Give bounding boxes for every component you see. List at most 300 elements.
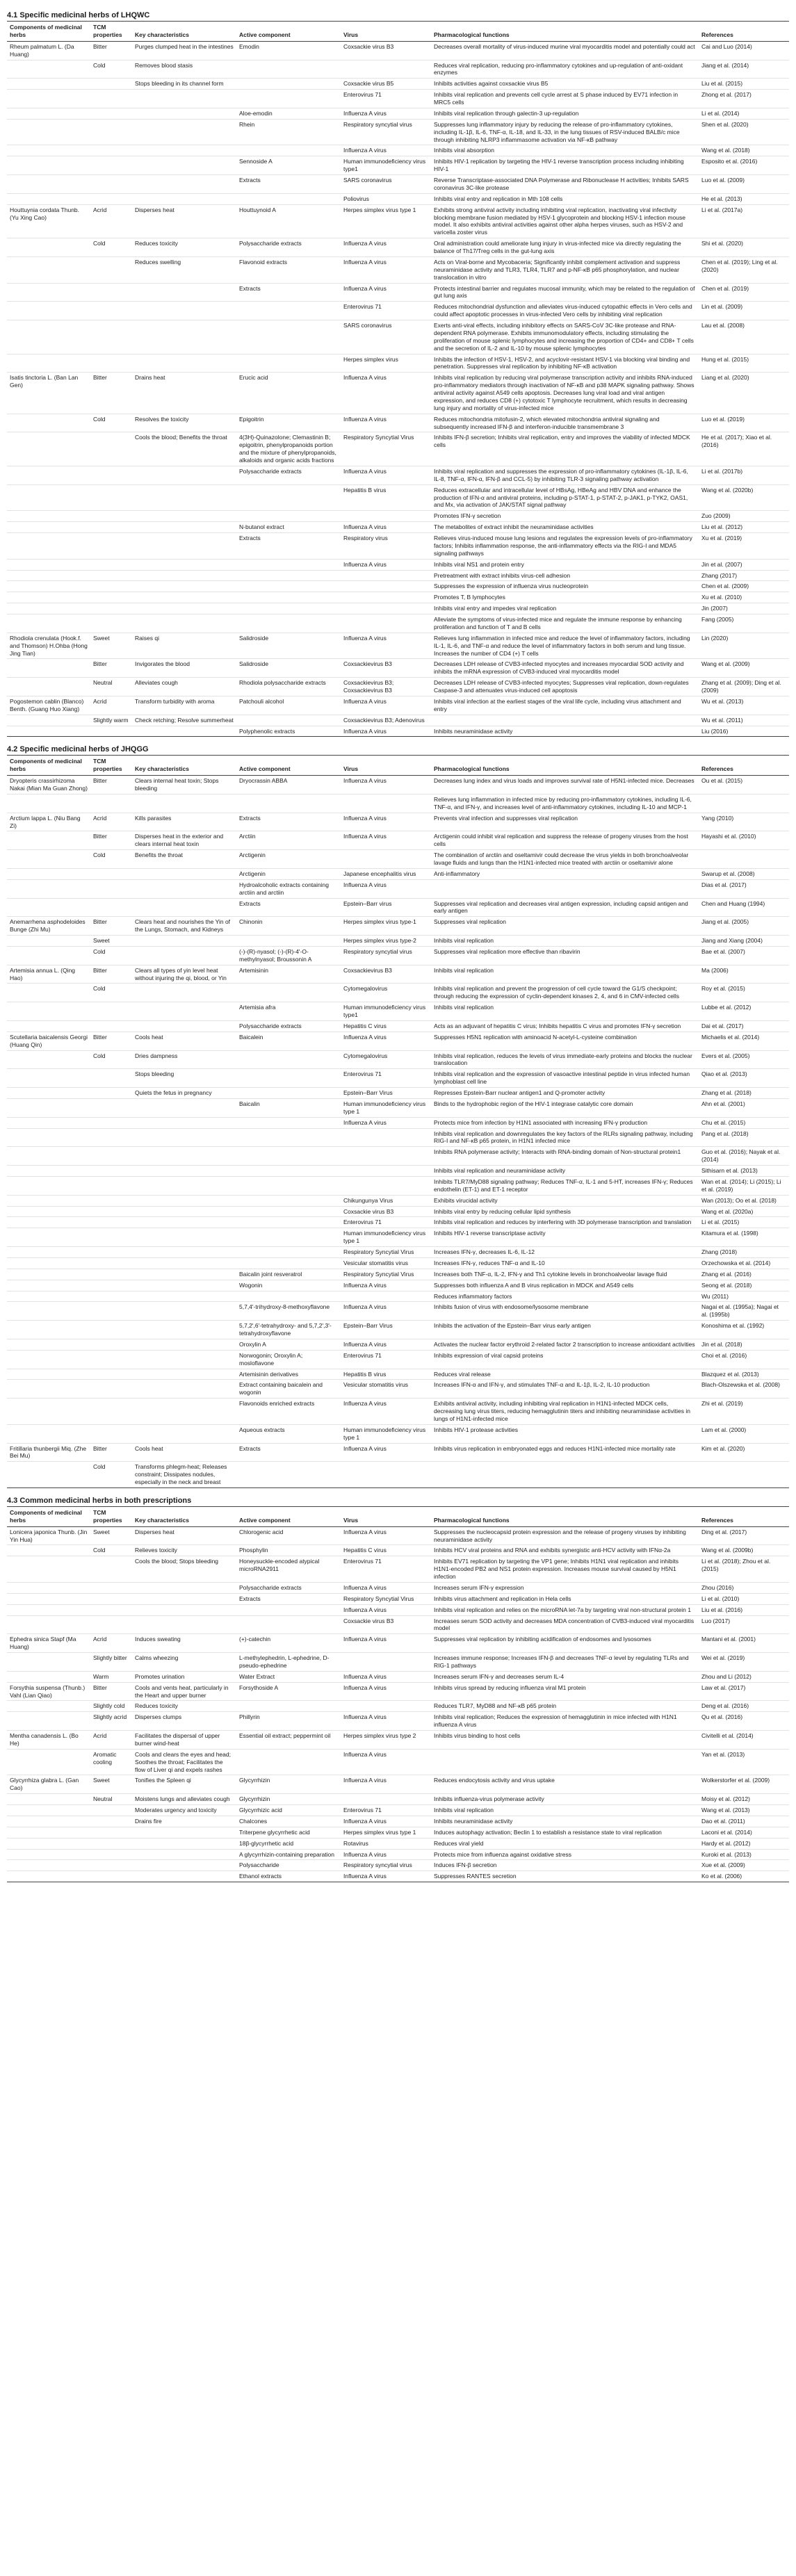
table-cell: 5,7,2',6'-tetrahydroxy- and 5,7,2',3'-tetrahydroxyflavone (236, 1321, 341, 1339)
table-cell: Reverse Transcriptase-associated DNA Polymerase and Ribonuclease H activities; Inhibits SARS coronavirus 3C-like protease (431, 175, 699, 194)
table-cell: Shen et al. (2020) (699, 119, 789, 145)
table-cell (90, 511, 132, 522)
table-cell (132, 522, 236, 533)
table-cell: Wan et al. (2014); Li (2015); Li et al. (2019) (699, 1176, 789, 1195)
table-cell (132, 320, 236, 354)
table-cell (7, 1166, 90, 1177)
table-row (7, 1291, 789, 1302)
column-header: Active component (236, 756, 341, 776)
table-cell: Arctigenin could inhibit viral replication and suppress the release of progeny viruses from the host cells (431, 831, 699, 850)
table-cell (7, 678, 90, 696)
table-cell: Cools heat (132, 1443, 236, 1462)
table-cell (132, 614, 236, 633)
table-cell: Flavonoid extracts (236, 256, 341, 283)
table-cell: Honeysuckle-encoded atypical microRNA2911 (236, 1556, 341, 1583)
table-cell (341, 511, 431, 522)
table-cell (132, 1176, 236, 1195)
table-cell: Represses Epstein-Barr nuclear antigen1 and Q-promoter activity (431, 1088, 699, 1099)
section-title: 4.2 Specific medicinal herbs of JHQGG (7, 745, 149, 754)
column-header: Components of medicinal herbs (7, 22, 90, 42)
table-cell: Luo (2017) (699, 1615, 789, 1634)
table-cell (132, 193, 236, 204)
table-cell (7, 1257, 90, 1269)
table-cell (236, 1228, 341, 1247)
table-cell (7, 1545, 90, 1556)
table-cell (7, 533, 90, 560)
table-cell: Coxsackievirus B3 (341, 965, 431, 984)
table-cell (7, 592, 90, 603)
table-cell: Kitamura et al. (1998) (699, 1228, 789, 1247)
table-cell: Respiratory syncytial virus (341, 946, 431, 965)
table-cell: Influenza A virus (341, 831, 431, 850)
table-cell (90, 156, 132, 175)
table-cell: Dai et al. (2017) (699, 1020, 789, 1032)
table-row (7, 283, 789, 302)
table-cell: Liu (2016) (699, 726, 789, 737)
table-row (7, 1050, 789, 1069)
table-cell: Inhibits HCV viral proteins and RNA and exhibits synergistic anti-HCV activity with IFNα-2a (431, 1545, 699, 1556)
table-cell: Extracts (236, 533, 341, 560)
table-row (7, 1827, 789, 1838)
table-cell (132, 108, 236, 119)
herb-table (7, 1506, 789, 1882)
table-cell (90, 1827, 132, 1838)
table-cell: 18β-glycyrrhetic acid (236, 1838, 341, 1849)
table-cell: Bitter (90, 1443, 132, 1462)
table-cell: Disperses heat (132, 204, 236, 238)
table-cell: Qu et al. (2016) (699, 1712, 789, 1731)
table-cell: Inhibits viral replication and downregulates the key factors of the RLRs signaling pathway, including RIG-I and NF-κB p65 protein, in H1N1 infected mice (431, 1128, 699, 1147)
table-cell (132, 175, 236, 194)
table-cell (90, 1280, 132, 1291)
table-cell: Oroxylin A (236, 1339, 341, 1350)
table-cell (236, 984, 341, 1002)
table-cell: Jin et al. (2018) (699, 1339, 789, 1350)
table-cell: Sweet (90, 936, 132, 947)
table-cell (90, 1424, 132, 1443)
table-cell: Inhibits viral replication and suppresses the expression of pro-inflammatory cytokines (IL-1β, IL-6, IL-8, TNF-α, IFN-α, IFN-β and CCL-5) by inhibiting TLR-3 signaling pathway activation (431, 466, 699, 484)
table-cell (132, 946, 236, 965)
table-cell: Inhibits HIV-1 protease activities (431, 1424, 699, 1443)
table-cell: Ou et al. (2015) (699, 776, 789, 794)
table-cell: Moderates urgency and toxicity (132, 1805, 236, 1816)
table-header-row (7, 1506, 789, 1526)
table-cell (236, 1217, 341, 1228)
table-cell (7, 1217, 90, 1228)
table-cell: Clears all types of yin level heat without injuring the qi, blood, or Yin (132, 965, 236, 984)
table-cell: Swarup et al. (2008) (699, 868, 789, 879)
table-cell (236, 614, 341, 633)
table-cell (7, 511, 90, 522)
table-cell (431, 1462, 699, 1488)
table-cell: Chinonin (236, 917, 341, 936)
table-cell: Influenza A virus (341, 108, 431, 119)
table-cell: Benefits the throat (132, 850, 236, 869)
table-cell (132, 283, 236, 302)
table-row (7, 1805, 789, 1816)
table-cell (132, 592, 236, 603)
table-cell: Calms wheezing (132, 1653, 236, 1672)
table-cell (341, 1701, 431, 1712)
table-cell (132, 1166, 236, 1177)
table-cell: Jin (2007) (699, 603, 789, 614)
table-row (7, 1032, 789, 1050)
table-cell (7, 1280, 90, 1291)
table-cell: Guo et al. (2016); Nayak et al. (2014) (699, 1147, 789, 1166)
table-cell: Dryocrassin ABBA (236, 776, 341, 794)
table-cell: Sennoside A (236, 156, 341, 175)
table-row (7, 156, 789, 175)
column-header: TCM properties (90, 756, 132, 776)
table-cell (236, 1615, 341, 1634)
table-cell: SARS coronavirus (341, 175, 431, 194)
table-cell: Houttuynoid A (236, 204, 341, 238)
table-cell: Coxsackie virus B3 (341, 1206, 431, 1217)
table-cell: Influenza A virus (341, 1339, 431, 1350)
table-cell (132, 581, 236, 592)
table-cell (90, 79, 132, 90)
table-cell: Decreases lung index and virus loads and improves survival rate of H5N1-infected mice. Decreases (431, 776, 699, 794)
table-cell: Deng et al. (2016) (699, 1701, 789, 1712)
table-cell: Increases IFN-γ, reduces TNF-α and IL-10 (431, 1257, 699, 1269)
table-cell: Xu et al. (2010) (699, 592, 789, 603)
column-header: Virus (341, 756, 431, 776)
table-cell: Wogonin (236, 1280, 341, 1291)
table-cell: Baicalein (236, 1032, 341, 1050)
table-cell: Baicalin joint resveratrol (236, 1269, 341, 1280)
table-cell (90, 1166, 132, 1177)
table-cell (7, 868, 90, 879)
table-cell: Human immunodeficiency virus type 1 (341, 1228, 431, 1247)
table-cell: Rhein (236, 119, 341, 145)
table-cell (132, 1002, 236, 1021)
table-cell: Cold (90, 984, 132, 1002)
table-cell (341, 614, 431, 633)
column-header: Pharmacological functions (431, 22, 699, 42)
table-row (7, 1269, 789, 1280)
table-cell: Luo et al. (2019) (699, 414, 789, 432)
table-row (7, 1849, 789, 1860)
column-header: Pharmacological functions (431, 1506, 699, 1526)
table-cell (7, 60, 90, 79)
table-cell: Herpes simplex virus type-2 (341, 936, 431, 947)
table-cell: Inhibits viral replication and reduces by interfering with 3D polymerase transcription and translation (431, 1217, 699, 1228)
table-cell: Acts on Viral-borne and Mycobaceria; Significantly inhibit complement activation and suppress neuraminidase activity and TLR3, TLR4, TLR7 and p-NF-κB p65 phosphorylation, and nuclear translocation in vitro (431, 256, 699, 283)
table-cell: Chen et al. (2019) (699, 283, 789, 302)
table-cell (132, 559, 236, 570)
table-cell (90, 484, 132, 511)
table-cell (7, 1712, 90, 1731)
table-cell (90, 1350, 132, 1369)
table-row (7, 1280, 789, 1291)
table-cell (7, 1050, 90, 1069)
table-cell: Influenza A virus (341, 726, 431, 737)
table-cell (7, 79, 90, 90)
table-row (7, 868, 789, 879)
table-cell: Phosphylin (236, 1545, 341, 1556)
table-cell: Norwogonin; Oroxylin A; mosloflavone (236, 1350, 341, 1369)
table-cell: Ding et al. (2017) (699, 1526, 789, 1545)
table-cell: Erucic acid (236, 373, 341, 414)
table-cell (236, 581, 341, 592)
table-cell: Suppresses viral replication (431, 917, 699, 936)
table-cell: Oral administration could ameliorate lung injury in virus-infected mice via directly regulating the balance of Th17/Treg cells in the gut-lung axis (431, 238, 699, 257)
table-cell: Increases both TNF-α, IL-2, IFN-γ and Th1 cytokine levels in bronchoalveolar lavage fluid (431, 1269, 699, 1280)
table-cell: Inhibits viral replication and relies on the microRNA let-7a by targeting viral non-structural protein 1 (431, 1604, 699, 1615)
table-cell: Influenza A virus (341, 1775, 431, 1794)
table-cell (7, 614, 90, 633)
table-row (7, 659, 789, 678)
table-cell (90, 1380, 132, 1399)
table-cell (7, 414, 90, 432)
table-cell: The combination of arctiin and oseltamivir could decrease the virus yields in both bronchoalveolar lavage fluids and lungs than the H1N1-infected mice treated with arctiin or oseltamivir alone (431, 850, 699, 869)
table-cell: Kuroki et al. (2013) (699, 1849, 789, 1860)
table-cell: Suppresses lung inflammatory injury by reducing the release of pro-inflammatory cytokines, including IL-1β, IL-6, TNF-α, IL-18, and IL-33, in the lung tissues of RSV-induced BALB/c mice through inhibiting NLRP3 inflammasome activation via NF-κB pathway (431, 119, 699, 145)
table-cell: Hayashi et al. (2010) (699, 831, 789, 850)
table-cell: Laconi et al. (2014) (699, 1827, 789, 1838)
table-cell (236, 1247, 341, 1258)
table-cell: Zuo (2009) (699, 511, 789, 522)
table-cell: Slightly bitter (90, 1653, 132, 1672)
table-cell (90, 1582, 132, 1593)
table-header-row (7, 756, 789, 776)
table-cell: He et al. (2017); Xiao et al. (2016) (699, 432, 789, 466)
table-cell (341, 1653, 431, 1672)
section-title: 4.1 Specific medicinal herbs of LHQWC (7, 11, 150, 19)
table-cell (7, 484, 90, 511)
table-cell: Coxsackie virus B5 (341, 79, 431, 90)
table-cell: Herpes simplex virus type 2 (341, 1731, 431, 1750)
table-cell (7, 1816, 90, 1827)
table-cell (132, 1604, 236, 1615)
table-cell: Moisy et al. (2012) (699, 1794, 789, 1805)
table-cell: Influenza A virus (341, 1634, 431, 1653)
table-cell: Inhibits viral replication and prevents cell cycle arrest at S phase induced by EV71 infection in MRC5 cells (431, 90, 699, 108)
table-cell (7, 1321, 90, 1339)
table-cell (341, 850, 431, 869)
table-cell (90, 1128, 132, 1147)
table-cell: Chen et al. (2019); Ling et al. (2020) (699, 256, 789, 283)
table-cell: Blach-Olszewska et al. (2008) (699, 1380, 789, 1399)
table-cell: Arctium lappa L. (Niu Bang Zi) (7, 813, 90, 831)
table-cell: Bitter (90, 917, 132, 936)
table-cell: Jiang et al. (2014) (699, 60, 789, 79)
table-cell: Inhibits virus replication in embryonated eggs and reduces H1N1-infected mice mortality rate (431, 1443, 699, 1462)
table-cell: Inhibits virus spread by reducing influenza viral M1 protein (431, 1682, 699, 1701)
table-cell: Extracts (236, 175, 341, 194)
table-cell (7, 1339, 90, 1350)
table-cell (236, 1176, 341, 1195)
table-cell (132, 533, 236, 560)
table-cell: Promotes IFN-γ secretion (431, 511, 699, 522)
table-cell: Civitelli et al. (2014) (699, 1731, 789, 1750)
table-row (7, 373, 789, 414)
table-cell: Reduces viral release (431, 1369, 699, 1380)
table-cell: Inhibits virus attachment and replication in Hela cells (431, 1593, 699, 1604)
table-cell: Herpes simplex virus (341, 354, 431, 373)
table-cell (132, 1117, 236, 1128)
table-cell: Wang et al. (2009) (699, 659, 789, 678)
table-row (7, 238, 789, 257)
table-cell: Prevents viral infection and suppresses viral replication (431, 813, 699, 831)
table-row (7, 511, 789, 522)
table-cell: Influenza A virus (341, 1117, 431, 1128)
table-cell: Forsythoside A (236, 1682, 341, 1701)
table-cell (132, 156, 236, 175)
table-cell: Disperses heat in the exterior and clears internal heat toxin (132, 831, 236, 850)
table-cell (7, 90, 90, 108)
table-cell (341, 570, 431, 581)
table-row (7, 354, 789, 373)
table-cell (132, 1195, 236, 1206)
table-cell: Zhang (2018) (699, 1247, 789, 1258)
table-row (7, 1545, 789, 1556)
table-row (7, 581, 789, 592)
table-cell (132, 1380, 236, 1399)
table-row (7, 1556, 789, 1583)
table-cell: Slightly cold (90, 1701, 132, 1712)
table-cell: Bitter (90, 1682, 132, 1701)
table-cell: Protects intestinal barrier and regulates mucosal immunity, which may be related to the regulation of gut lung axis (431, 283, 699, 302)
table-row (7, 1020, 789, 1032)
table-cell: Transform turbidity with aroma (132, 696, 236, 715)
table-cell (90, 1195, 132, 1206)
table-cell (132, 1399, 236, 1425)
table-cell: Artemisinin derivatives (236, 1369, 341, 1380)
table-cell: Resolves the toxicity (132, 414, 236, 432)
table-cell (90, 533, 132, 560)
table-cell (132, 936, 236, 947)
herb-table (7, 21, 789, 737)
table-cell: Hung et al. (2015) (699, 354, 789, 373)
table-row (7, 633, 789, 659)
table-cell: Cools the blood; Benefits the throat (132, 432, 236, 466)
table-cell: Inhibits viral entry and impedes viral replication (431, 603, 699, 614)
table-cell: Acrid (90, 1634, 132, 1653)
table-cell: Neutral (90, 1794, 132, 1805)
table-cell (90, 145, 132, 156)
table-cell (7, 193, 90, 204)
table-cell: Influenza A virus (341, 1399, 431, 1425)
table-cell (132, 354, 236, 373)
table-cell (7, 1369, 90, 1380)
table-cell: Lam et al. (2000) (699, 1424, 789, 1443)
table-cell: Xu et al. (2019) (699, 533, 789, 560)
table-cell (132, 1615, 236, 1634)
table-row (7, 1604, 789, 1615)
table-cell: Inhibits HIV-1 replication by targeting the HIV-1 reverse transcription process including inhibiting HIV-1 (431, 156, 699, 175)
table-cell: Reduces swelling (132, 256, 236, 283)
table-cell (132, 1424, 236, 1443)
table-cell: Respiratory Syncytial Virus (341, 1247, 431, 1258)
table-cell (132, 984, 236, 1002)
table-cell: N-butanol extract (236, 522, 341, 533)
table-cell (7, 715, 90, 726)
table-row (7, 1339, 789, 1350)
table-cell: Arctigenin (236, 868, 341, 879)
table-row (7, 1098, 789, 1117)
table-row (7, 119, 789, 145)
table-cell (7, 570, 90, 581)
table-cell (7, 1269, 90, 1280)
table-cell: Ma (2006) (699, 965, 789, 984)
table-cell: Liang et al. (2020) (699, 373, 789, 414)
table-cell: Reduces toxicity (132, 1701, 236, 1712)
table-cell: Inhibits the infection of HSV-1, HSV-2, and acyclovir-resistant HSV-1 via blocking viral binding and penetration. Suppresses viral replication by inhibiting NF-κB activation (431, 354, 699, 373)
table-cell: Reduces mitochondria mitofusin-2, which elevated mitochondria antiviral signaling and subsequently increased IFN-β and interferon-inducible transmembrane 3 (431, 414, 699, 432)
table-cell: Li et al. (2018); Zhou et al. (2015) (699, 1556, 789, 1583)
table-cell (236, 1604, 341, 1615)
table-cell: Inhibits viral replication by reducing viral polymerase transcription activity and inhibits RNA-induced pro-inflammatory mediators through inactivation of NF-κB and p38 MAPK signaling pathway. Shows antiviral activity against A549 cells apoptosis. Decreases lung viral load and viral antigen expression, and reduces CD8 (+) cytotoxic T lymphocyte recruitment, which results in decreasing lung injury and mortality of virus-infected mice (431, 373, 699, 414)
table-row (7, 965, 789, 984)
table-cell: Zhang (2017) (699, 570, 789, 581)
table-cell (132, 1860, 236, 1871)
table-cell (90, 1269, 132, 1280)
table-cell: Vesicular stomatitis virus (341, 1257, 431, 1269)
table-cell: Induces autophagy activation; Beclin 1 to establish a resistance state to viral replication (431, 1827, 699, 1838)
table-row (7, 1816, 789, 1827)
table-cell (90, 466, 132, 484)
table-row (7, 1775, 789, 1794)
table-cell: Esposito et al. (2016) (699, 156, 789, 175)
table-row (7, 1582, 789, 1593)
table-cell: Influenza A virus (341, 776, 431, 794)
table-cell: Wang et al. (2018) (699, 145, 789, 156)
table-cell (7, 1701, 90, 1712)
table-cell (7, 898, 90, 917)
table-cell (341, 1176, 431, 1195)
table-cell (236, 79, 341, 90)
table-cell: Neutral (90, 678, 132, 696)
table-cell: Hepatitis C virus (341, 1545, 431, 1556)
table-cell: Suppresses both influenza A and B virus replication in MDCK and A549 cells (431, 1280, 699, 1291)
table-cell (7, 831, 90, 850)
table-cell: Wu (2011) (699, 1291, 789, 1302)
table-cell (341, 60, 431, 79)
table-cell (341, 1166, 431, 1177)
table-cell: Influenza A virus (341, 1032, 431, 1050)
table-row (7, 1653, 789, 1672)
table-cell: Suppresses H5N1 replication with aminoacid N-acetyl-L-cysteine combination (431, 1032, 699, 1050)
table-cell (90, 354, 132, 373)
table-cell: Salidroside (236, 659, 341, 678)
table-cell (7, 1302, 90, 1321)
table-cell: Wan (2013); Oo et al. (2018) (699, 1195, 789, 1206)
table-cell: Inhibits viral NS1 and protein entry (431, 559, 699, 570)
table-cell: Removes blood stasis (132, 60, 236, 79)
table-cell: Zhong et al. (2017) (699, 90, 789, 108)
column-header: Components of medicinal herbs (7, 756, 90, 776)
table-cell (132, 1280, 236, 1291)
table-cell: Seong et al. (2018) (699, 1280, 789, 1291)
table-cell: Suppresses RANTES secretion (431, 1871, 699, 1882)
table-cell (132, 1247, 236, 1258)
table-cell: Cold (90, 60, 132, 79)
table-cell: Human immunodeficiency virus type1 (341, 1002, 431, 1021)
table-cell (132, 898, 236, 917)
table-cell (236, 90, 341, 108)
table-row (7, 678, 789, 696)
table-cell (236, 1147, 341, 1166)
table-cell: Relieves lung inflammation in infected mice by reducing pro-inflammatory cytokines, including IL-6, TNF-α, and IFN-γ, and increases level of anti-inflammatory cytokines, including IL-10 and MCP-1 (431, 794, 699, 813)
table-cell: Influenza A virus (341, 559, 431, 570)
table-cell (236, 1117, 341, 1128)
table-cell: Inhibits expression of viral capsid proteins (431, 1350, 699, 1369)
table-cell: Yang (2010) (699, 813, 789, 831)
table-cell: Li et al. (2010) (699, 1593, 789, 1604)
table-cell: Exerts anti-viral effects, including inhibitory effects on SARS-CoV 3C-like protease and RNA-dependent RNA polymerase. Exhibits immunomodulatory effects, including stimulating the proliferation of mouse splenic lymphocytes and increasing the proportion of CD4+ and CD8+ T cells and the secretion of IL-2 and IL-10 by mouse splenic lymphocytes (431, 320, 699, 354)
table-cell (236, 1195, 341, 1206)
